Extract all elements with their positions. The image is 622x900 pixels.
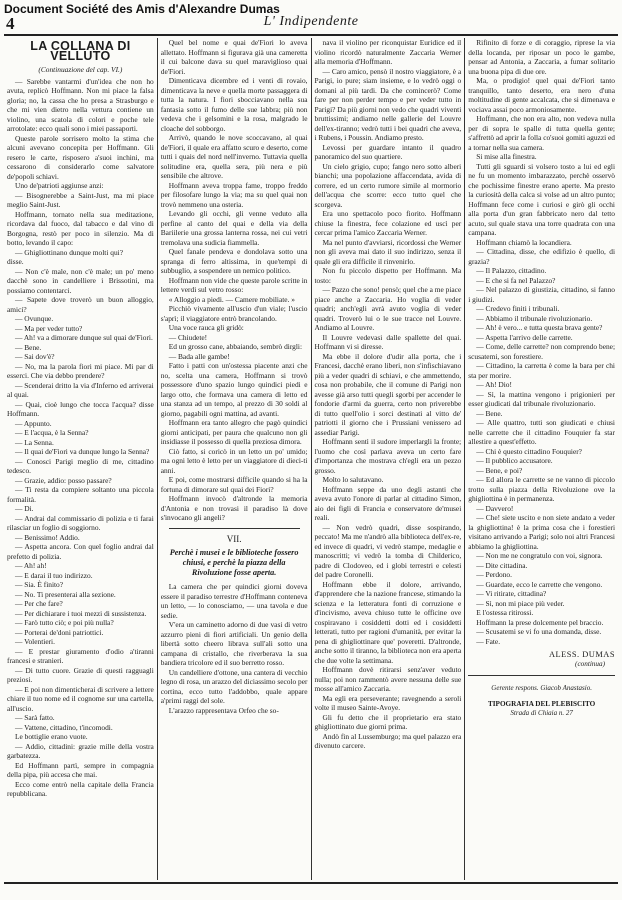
paragraph: V'era un caminetto adorno di due vasi di vetro azzurro pieni di fiori artificiali. Un genio della libertà sotto cheero librava sull'ali sotto una campana di cristallo, che riverberava la sua bandiera tricolore ed il suo berretto rosso. (160, 620, 308, 667)
paragraph: — Come, delle carrette? non comprendo bene; scusatemi, son forestiere. (468, 342, 615, 361)
paragraph: — Ovunque. (15, 314, 54, 323)
paragraph: — Porterai de'doni patriottici. (15, 627, 104, 637)
paragraph: — Conosci Parigi meglio di me, cittadino tedesco. (7, 456, 154, 475)
paragraph: Quel bel nome e quai de'Fiori lo aveva allettato. Hoffmann si figurava già una cameretta il cui balcone dava su quel maraviglioso quai de'Fiori. (160, 38, 308, 76)
paragraph: — Ah! Dio! (476, 380, 512, 389)
paragraph: — Aspetta l'arrivo delle carrette. (476, 332, 573, 342)
paragraph: — Caro amico, pensò il nostro viaggiatore, è a Parigi, io pure; siam insieme, e lo vedrò oggi o domani al più tardi. Da che comincerò? Come fare per non perder tempo e per veder tutto in Parigi? Da più giorni non vedo che quadri viventi bruttissimi; andiamo nelle gallerie del Louvre dell'ex-tiranno; vedrò tutti i bei quadri che aveva, i Rubens, i Poussin. Andiamo presto. (314, 66, 462, 142)
paragraph: Hoffmann la prese dolcemente pel braccio. (476, 617, 604, 627)
paragraph: — Bene. (15, 342, 42, 352)
paragraph: — Nel palazzo di giustizia, cittadino, si fanno i giudizi. (468, 285, 615, 304)
chapter-title: Perchè i musei e le biblioteche fossero chiusi, e perchè la piazza della Rivoluzione fosse aperta. (169, 548, 299, 577)
paragraph: — Sarebbe vantarmi d'un'idea che non ho avuta, replicò Hoffmann. Non mi piace la falsa gloria; no, la cassa che ho presa a Strasburgo e che mi vien dietro nella vettura contiene un violino, una scatola di colori e poche tele arrotolate: ecco quali sono i miei passaporti. (7, 76, 154, 133)
paragraph: Rifinito di forze e di coraggio, riprese la via della locanda, per riposar un poco le gambe, pensar ad Antonia, a Zaccaria, a fumar solitario una buona pipa di due ore. (468, 38, 615, 76)
paragraph: — Ah! ah! (15, 561, 47, 570)
paragraph: — Ah! va a dimorare dunque sul quai de'Fiori. (15, 333, 153, 342)
paragraph: — Sapete dove troverò un buon alloggio, amici? (7, 295, 154, 314)
paragraph: Un candelliere d'ottone, una cantera di vecchio legno di rosa, un arazzo del diciassimo secolo per cortina, ecco tutto l'addobbo, quale appare a'primi raggi del sole. (160, 667, 308, 705)
paragraph: Hoffmann seppe da uno degli astanti che aveva avuto l'onore di parlar al cittadino Simon, aio dei figli di Francia e conservatore de'musei reali. (314, 484, 462, 522)
header-rule (4, 34, 618, 36)
paragraph: Arrivò, quando le nove scoccavano, al quai de'Fiori, il quale era affatto scuro e deserto, come tutti i quais del nord nell'inverno. Tuttavia quella solitudine era, quella sera, più nera e più sensibile che altrove. (160, 133, 308, 180)
paragraph: Era uno spettacolo poco fiorito. Hoffmann chiuse la finestra, fece colazione ed uscì per cercar prima l'amico Zaccaria Werner. (314, 209, 462, 237)
paragraph: — Che! siete uscito e non siete andato a veder la ghigliottina! è la prima cosa che i forestieri visitano arrivando a Parigi; solo noi altri Francesi abbiamo la ghigliottina. (468, 513, 615, 551)
paragraph: Hoffmann chiamò la locandiera. (476, 237, 572, 247)
printer-name: TIPOGRAFIA DEL PLEBISCITO (487, 699, 596, 708)
column-4 (465, 38, 618, 880)
paragraph: — Bisognerebbe a Saint-Just, ma mi piace meglio Saint-Just. (7, 190, 154, 209)
paragraph: — Ah! è vero... e tutta questa brava gente? (476, 323, 603, 332)
paragraph: Hoffmann invocò d'altronde la memoria d'Antonia e non trovasi il paradiso là dove s'invocano gli angeli? (160, 494, 308, 522)
paragraph: — Aspetta ancora. Con quel foglio andrai dal prefetto di polizia. (7, 542, 154, 561)
paragraph: Dimenticava dicembre ed i venti di rovaio, dimenticava la neve e quella morte passaggera di tutta la natura. I fiori sbocciavano nella sua fantasia sotto il fumo delle sue labbra; più non vedeva che i gelsomini e la rosa, malgrado le cloache del sobborgo. (160, 76, 308, 133)
paragraph: — Non me ne congratulo con voi, signora. (476, 551, 603, 560)
page-header (0, 14, 622, 36)
paragraph: disse. (7, 257, 24, 266)
paragraph: L'arazzo rappresentava Orfeo che so- (168, 705, 279, 715)
paragraph: — Guardate, ecco le carrette che vengono. (476, 579, 603, 589)
paragraph: — Bada alle gambe! (168, 351, 230, 361)
serial-title: LA COLLANA DI VELLUTO (30, 39, 131, 63)
section-divider (169, 528, 300, 529)
column-2 (158, 38, 312, 880)
paragraph: — Cittadino, la carretta è come la bara per chi sta per morire. (468, 361, 615, 380)
paragraph: — Ed allora le carrette se ne vanno di piccolo trotto sulla piazza della Rivoluzione ove la ghigliottina è in permanenza. (468, 475, 615, 503)
paragraph: Ma egli era perseverante; ravegnendo a seroli volte il museo Sainte-Avoye. (314, 693, 462, 712)
paragraph: — Per dichiarare i tuoi mezzi di sussistenza. (15, 608, 147, 618)
paragraph: Gli fu detto che il proprietario era stato ghigliottinato due giorni prima. (314, 712, 462, 731)
paragraph: — Fate. (476, 636, 501, 646)
masthead: L' Indipendente (263, 14, 359, 29)
paragraph: — Ti resta da compiere soltanto una piccola formalità. (7, 485, 154, 504)
paragraph: Ecco come entrò nella capitale della Francia repubblicana. (7, 779, 154, 798)
paragraph: — Per che fare? (15, 599, 63, 608)
paragraph: Un cielo grigio, cupo; fango nero sotto alberi bianchi; una popolazione affaccendata, avida di correre, ed un certo rumore simile al mormorio dell'acqua che scorre: ecco tutto quel che scorgeva. (314, 161, 462, 209)
paragraph: Ed Hoffmann partì, sempre in compagnia della pipa, più accesa che mai. (7, 760, 154, 779)
paragraph: — Quai, cioè lungo che tocca l'acqua? disse Hoffmann. (7, 399, 154, 418)
watermark-text: Document Société des Amis d'Alexandre Dumas (4, 2, 280, 16)
column-2-top-text (161, 38, 308, 523)
footer-divider (468, 675, 615, 676)
paragraph: Fatto i patti con un'ostessa piacente anzi che no, scelta una camera, Hoffmann si trovò possessore d'uno spazio lungo quindici piedi e largo otto, che formava una camera di letto ed una stanza ad un tempo, al prezzo di 30 soldi al giorno, pagabili ogni mattina, ad avanti. (160, 361, 308, 418)
paragraph: — Abbiamo il tribunale rivoluzionario. (476, 313, 593, 323)
paragraph: — Chi è questo cittadino Fouquier? (476, 446, 582, 456)
paragraph: — Di tutto cuore. Grazie di questi ragguagli preziosi. (7, 665, 154, 684)
paragraph: Hoffmann sentì il sudore imperlargli la fronte; l'uomo che così parlava aveva un certo fare d'importanza che mostrava ch'egli era un pezzo grosso. (314, 437, 462, 475)
paragraph: — No. Ti presenterai alla sezione. (15, 589, 116, 599)
paragraph: — Scenderai dritto la via d'Inferno ed arriverai al quai. (7, 380, 154, 399)
printer-address: Strada di Chiaia n. 27 (510, 709, 573, 717)
paragraph: — Bene. (476, 408, 503, 418)
paragraph: — Vi ritirate, cittadina? (476, 589, 547, 598)
newspaper-columns (4, 38, 618, 880)
paragraph: — Volentieri. (15, 637, 55, 646)
column-3 (312, 38, 466, 880)
paragraph: — E prestar giuramento d'odio a'tiranni francesi e stranieri. (7, 646, 154, 665)
paragraph: — No, ma la parola fiori mi piace. Mi par di esserci. Che via debbo prendere? (7, 361, 154, 380)
paragraph: — E che si fa nel Palazzo? (476, 275, 556, 285)
paragraph: — Scusatemi se vi fo una domanda, disse. (476, 627, 602, 636)
paragraph: — Cittadina, disse, che edifizio è quello, di grazia? (468, 247, 615, 266)
paragraph: — Sì, non mi piace più veder. (476, 598, 565, 608)
paragraph: — Credevo finiti i tribunali. (476, 304, 560, 313)
paragraph: Le bottiglie erano vuote. (15, 732, 88, 741)
paragraph: — Benissimo! Addio. (15, 532, 80, 542)
paragraph: Hoffmann, che non era alto, non vedeva nulla per di sopra le spalle di tutta quella gente; s'affrettò ad aprir la folla co'suoi gomiti aguzzi ed a tornar nella sua camera. (468, 114, 615, 152)
paragraph: — Non c'è male, non c'è male; un po' meno dacchè sono in candelliere i Brissotini, ma possiamo contentarci. (7, 266, 154, 295)
paragraph: Tutti gli sguardi si volsero tosto a lui ed egli ne fu un momento imbarazzato, perchè osservò che pochissime finestre erano aperte. Ma presto la curiosità della calca si volse ad un altro punto; Hoffmann fece come i curiosi e girò gli occhi alla porta d'un gran fabbricato nero dal tetto acuto, sul quale stava una torre quadrata con una campana. (468, 161, 615, 237)
paragraph: — Chiudete! (168, 332, 208, 342)
paragraph: Hoffmann dovè ritirarsi senz'aver veduto nulla; poi non rammentò avere nessuna delle sue mosse all'amico Zaccaria. (314, 665, 462, 693)
serial-continuation: (Continuazione del cap. VI.) (38, 65, 123, 74)
paragraph: — Davvero! (476, 503, 514, 513)
paragraph: — E poi non dimenticherai di scrivere a lettere chiare il tuo nome ed il cognome sur una cartella, all'uscio. (7, 684, 154, 713)
paragraph: Queste parole sorrisero molto la stima che alcuni avevano concepita per Hoffmann. Gli resero le carte, risposero a'suoi inchini, ma cessarono di considerarlo come salvatore de'popoli schiavi. (7, 133, 154, 181)
paragraph: Ma, o prodigio! quel quai de'Fiori tanto tranquillo, tanto deserto, era nero d'una moltitudine di gente accalcata, che si dimenava e vociava assai poco armoniosamente. (468, 76, 615, 114)
chapter-number: VII. (226, 533, 242, 544)
paragraph: Una voce rauca gli gridò: (168, 323, 244, 332)
paragraph: Ed un grosso cane, abbaiando, sembrò dirgli: (168, 342, 303, 351)
column-2-bottom-text (161, 582, 308, 715)
paragraph: Hoffmann ebbe il dolore, arrivando, d'apprendere che la nazione francese, stimando la scienza e la letteratura fonti di corruzione e d'incivismo, aveva chiuso tutte le officine ove cospiravano i cosiddetti dotti ed i cosiddetti letterati, tutto per ragioni d'umanità, per evitar la pena di ghigliottinare que' poveretti. D'altronde, anche sotto il tiranno, la biblioteca non era aperta che due volte la settimana. (314, 579, 462, 665)
paragraph: — Il quai de'Fiori va dunque lungo la Senna? (15, 447, 150, 456)
paragraph: Quel fanale pendeva e dondolava sotto una spranga di ferro altissima, in que'tempi di subbuglio, a sospendere un nemico politico. (160, 247, 308, 275)
paragraph: — Sì, la mattina vengono i prigionieri per esser giudicati dal tribunale rivoluzionario. (468, 389, 615, 408)
author-signature: ALESS. DUMAS (548, 650, 615, 659)
paragraph: — Andrai dal commissario di polizia e ti farai rilasciar un foglio di soggiorno. (7, 513, 154, 532)
paragraph: — Il pubblico accusatore. (476, 456, 553, 465)
paragraph: — Grazie, addio: posso passare? (15, 475, 112, 485)
paragraph: — Il Palazzo, cittadino. (476, 266, 547, 275)
paragraph: Ciò fatto, si coricò in un letto un po' umido; ma ogni letto è letto per un viaggiatore di dieci-ti anni. (160, 446, 308, 475)
paragraph: — Non vedrò quadri, disse sospirando, peccato! Ma me n'andrò alla biblioteca dell'ex-re, ed invece di quadri, vi vedrò stampe, medaglie e manoscritti; vi vedrò la tomba di Childerico, padre di Clodoveo, ed i globi terrestri e celesti del padre Coronelli. (314, 522, 462, 579)
paragraph: Hoffmann non vide che queste parole scritte in lettere verdi sul vetro rosso: (160, 275, 308, 294)
footer-rule (4, 882, 618, 884)
paragraph: — Alle quattro, tutti son giudicati e chiusi nelle carrette che il cittadino Fouquier fa star allestire a quest'effetto. (468, 418, 615, 446)
paragraph: Andò fin al Lussemburgo; ma quel palazzo era divenuto carcere. (314, 731, 462, 750)
column-4-text (468, 38, 615, 646)
paragraph: — E l'acqua, è la Senna? (15, 428, 89, 437)
paragraph: — Di. (15, 504, 34, 513)
paragraph: — Ghigliottinano dunque molti qui? (15, 247, 123, 257)
paragraph: Il Louvre vedevasi dalle spallette del quai. Hoffmann vi si diresse. (314, 332, 462, 351)
paragraph: E l'ostessa ritirossi. (476, 608, 534, 617)
continua-note: (continua) (575, 659, 605, 668)
publisher-manager: Gerente respons. Giacob Anastasio. (491, 684, 592, 692)
paragraph: Uno de'patrioti aggiunse anzi: (15, 181, 104, 190)
paragraph: Non fu piccolo dispetto per Hoffmann. Ma tosto: (314, 266, 462, 285)
paragraph: — Farò tutto ciò; e poi più nulla? (15, 618, 114, 627)
page-number: 4 (6, 14, 15, 33)
column-1 (4, 38, 158, 880)
paragraph: — Sarà fatto. (15, 713, 55, 722)
paragraph: — Ma per veder tutto? (15, 323, 83, 333)
paragraph: Hoffmann era tanto allegro che pagò quindici giorni anticipati, per paura che qualcuno non gli insidiasse il possesso di quella preziosa dimora. (160, 418, 308, 446)
paragraph: Levossi per guardare intanto il quadro panoramico del suo quartiere. (314, 142, 462, 161)
paragraph: — E darai il tuo indirizzo. (15, 570, 93, 580)
paragraph: — Addio, cittadini: grazie mille della vostra garbatezza. (7, 741, 154, 760)
paragraph: — Sai dov'è? (15, 352, 55, 361)
paragraph: Ma ebbe il dolore d'udir alla porta, che i Francesi, dacchè erano liberi, non s'infischiavano più a veder quadri di schiavi, e che ammettendo, cosa non probabile, che il comune di Parigi non avesse già arso tutti quegli sgorbi per accender le fondorie d'armi da guerra, certo non priverebbe di tutto quell'olio i sorci destinati al vitto de' patriotti il giorno che i Prussiani venissero ad assediar Parigi. (314, 351, 462, 437)
paragraph: E poi, come mostrarsi difficile quando si ha la fortuna di dimorare sul quai dei Fiori? (160, 475, 308, 494)
paragraph: Hoffmann, tornato nella sua meditazione, ricordava dal fuoco, dal tabacco e dal vino di Borgogna, restò per poco in silenzio. Ma di botto, levando il capo: (7, 209, 154, 247)
paragraph: — Dite cittadina. (476, 560, 528, 570)
paragraph: La camera che per quindici giorni doveva essere il paradiso terrestre d'Hoffmann conteneva un letto, — lo conosciamo, — una tavola e due sedie. (160, 582, 308, 620)
paragraph: Si mise alla finestra. (476, 152, 537, 161)
paragraph: Molto lo salutavano. (322, 475, 384, 484)
paragraph: Hoffmann aveva troppa fame, troppo freddo per filosofare lungo la via; ma su quel quai non trovò nemmeno una osteria. (160, 180, 308, 209)
paragraph: — Pazzo che sono! pensò; quel che a me piace piace anche a Zaccaria. Ho voglia di veder quadri; anch'egli avrà avuto voglia di veder quadri. Troverò lui o le sue tracce nel Louvre. Andiamo al Louvre. (314, 285, 462, 332)
paragraph: Levando gli occhi, gli venne veduto alla perfine al canto del quai e della via della Bariilerie una grossa lanterna rossa, nei cui vetri tremolava una sudicia fiammella. (160, 209, 308, 247)
paragraph: Ma nel punto d'avviarsi, ricordossi che Werner non gli aveva mai dato il suo indirizzo, senza il quale gli era difficile il rinvenirlo. (314, 237, 462, 266)
paragraph: — Perdono. (476, 570, 512, 579)
paragraph: — Vattene, cittadino, t'incomodi. (15, 722, 113, 732)
paragraph: Picchiò vivamente all'uscio d'un viale; l'uscio s'aprì; il viaggiatore entrò brancolando. (160, 304, 308, 323)
paragraph: — Appunto. (15, 418, 52, 428)
paragraph: nava il violino per riconquistar Euridice ed il violino ricordò naturalmente Zaccaria Werner alla memoria d'Hoffmann. (314, 38, 462, 66)
paragraph: — La Senna. (15, 437, 54, 447)
paragraph: « Alloggio a piedi. — Camere mobiliate. » (168, 294, 295, 304)
paragraph: — Sia. È finito? (15, 580, 64, 589)
paragraph: — Bene, e poi? (476, 465, 523, 475)
